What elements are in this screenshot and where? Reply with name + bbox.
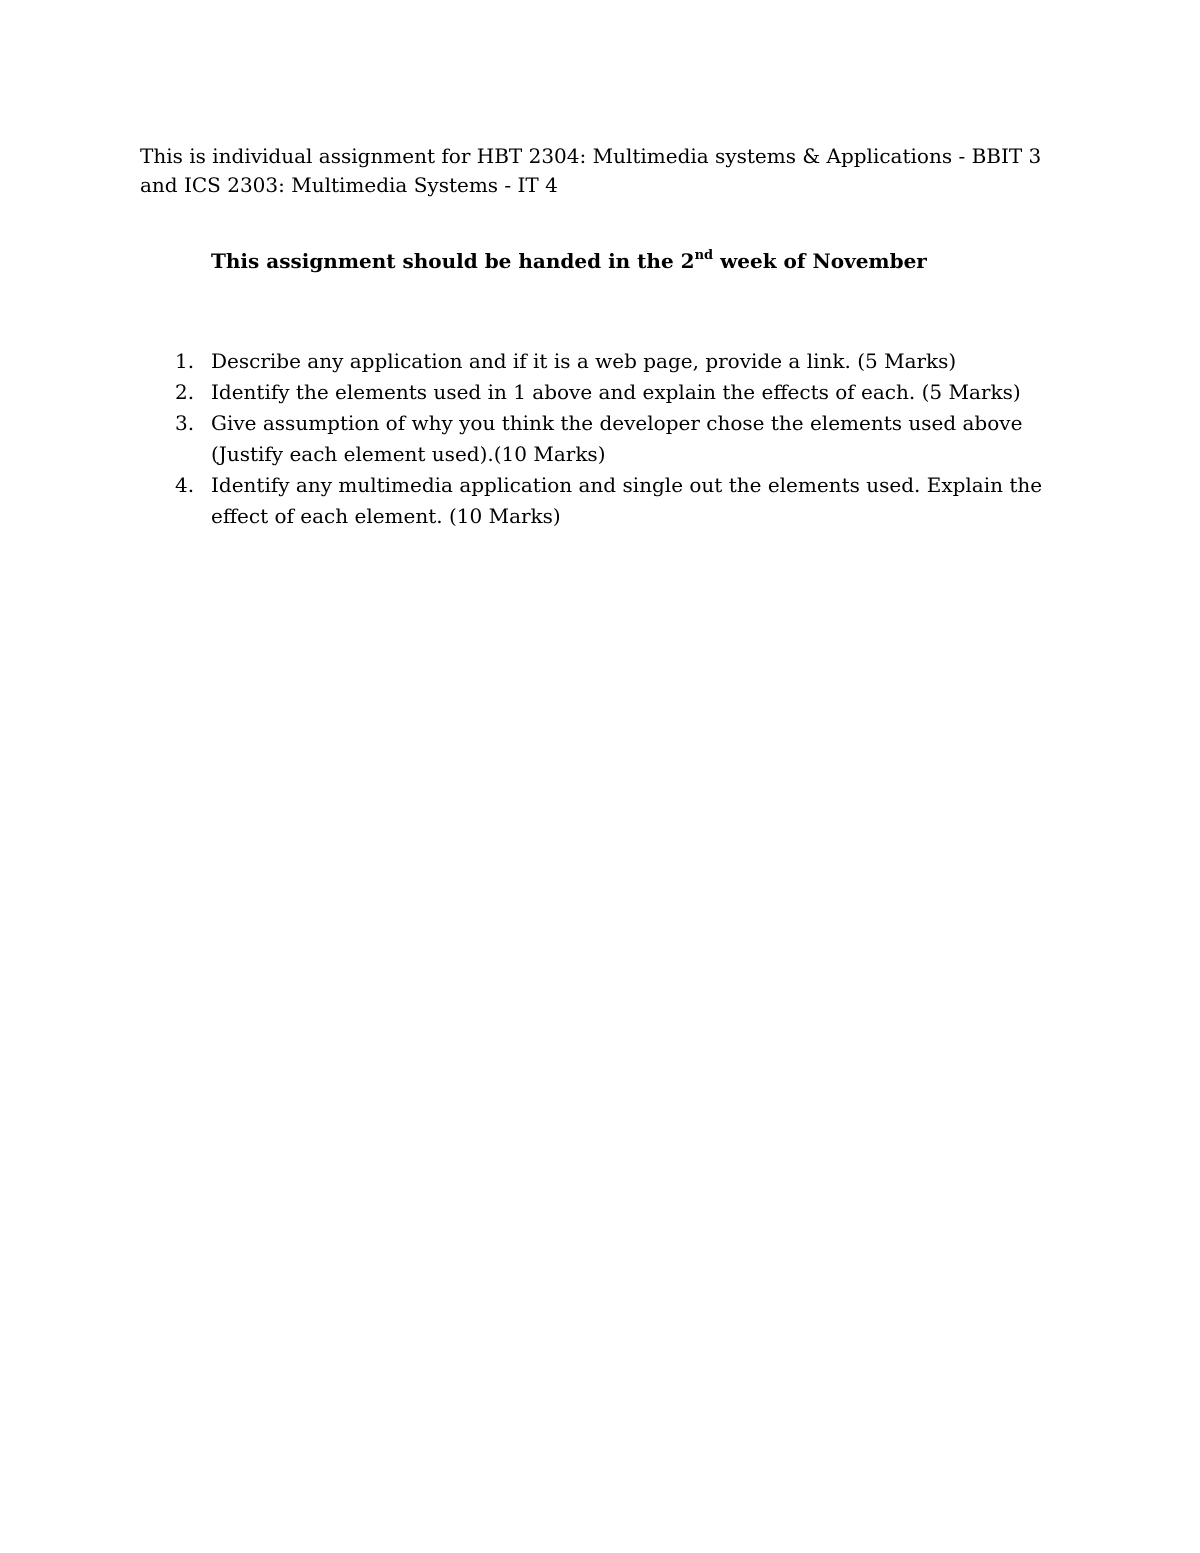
intro-paragraph: This is individual assignment for HBT 2304: Multimedia systems & Applications - BBIT 3 and ICS 2303: Multimedia Systems - IT 4 [140,144,1042,197]
question-text: Identify the elements used in 1 above and explain the effects of each. (5 Marks) [211,380,1021,404]
question-number: 1. [175,349,195,373]
question-text: Give assumption of why you think the developer chose the elements used above (Justify each element used).(10 Marks) [211,411,1023,466]
deadline-heading [211,247,1111,276]
list-item [175,408,1061,470]
question-number: 3. [175,411,195,435]
question-number: 2. [175,380,195,404]
question-text: Identify any multimedia application and single out the elements used. Explain the effect of each element. (10 Marks) [211,473,1043,528]
deadline-heading-text: This assignment should be handed in the 2 [211,249,695,273]
question-number: 4. [175,473,195,497]
question-text: Describe any application and if it is a web page, provide a link. (5 Marks) [211,349,957,373]
list-item [175,346,1061,377]
list-item [175,377,1061,408]
ordinal-superscript: nd [694,248,714,264]
list-item [175,470,1061,532]
question-list [175,346,1061,532]
deadline-heading-text-end: week of November [713,249,927,273]
